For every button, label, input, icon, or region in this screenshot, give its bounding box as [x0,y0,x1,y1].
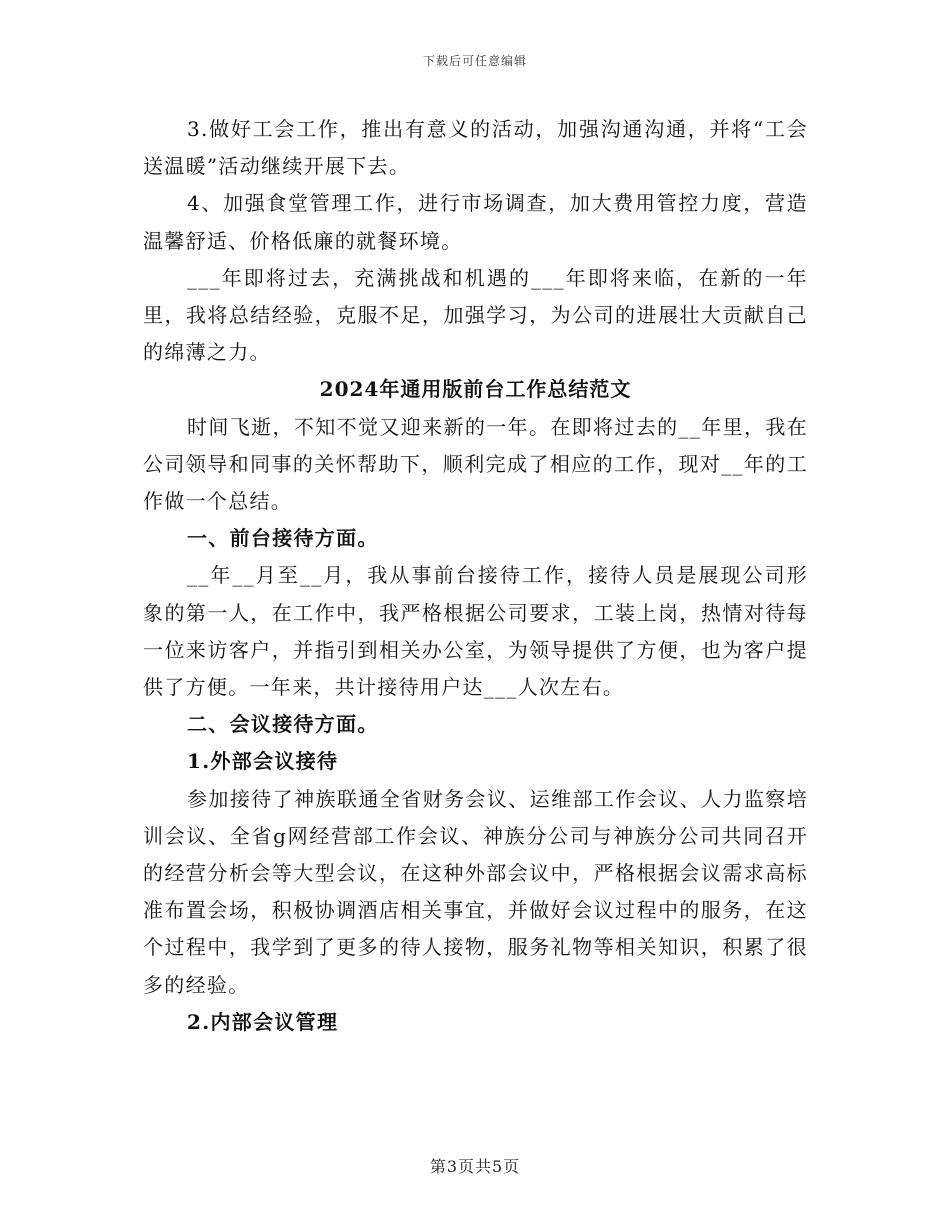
subheading-external-meetings: 1.外部会议接待 [187,749,339,774]
document-body [143,111,808,1041]
paragraph-year-closing: ___年即将过去，充满挑战和机遇的___年即将来临，在新的一年里，我将总结经验，克服不足，加强学习，为公司的进展壮大贡献自己的绵薄之力。 [143,265,808,365]
section-heading-meetings: 二、会议接待方面。 [187,712,379,737]
page-number: 第3页共5页 [429,1157,521,1176]
document-title: 2024年通用版前台工作总结范文 [319,377,632,402]
page-header-note: 下载后可任意编辑 [422,54,527,68]
section-heading-reception: 一、前台接待方面。 [187,526,379,551]
paragraph-canteen-management: 4、加强食堂管理工作，进行市场调查，加大费用管控力度，营造温馨舒适、价格低廉的就餐环境。 [143,191,808,253]
paragraph-introduction: 时间飞逝，不知不觉又迎来新的一年。在即将过去的__年里，我在公司领导和同事的关怀帮助下，顺利完成了相应的工作，现对__年的工作做一个总结。 [143,414,808,514]
paragraph-external-meetings: 参加接待了神族联通全省财务会议、运维部工作会议、人力监察培训会议、全省g网经营部工作会议、神族分公司与神族分公司共同召开的经营分析会等大型会议，在这种外部会议中，严格根据会议需求高标准布置会场，积极协调酒店相关事宜，并做好会议过程中的服务，在这个过程中，我学到了更多的待人接物，服务礼物等相关知识，积累了很多的经验。 [143,786,808,997]
paragraph-reception-work: __年__月至__月，我从事前台接待工作，接待人员是展现公司形象的第一人，在工作中，我严格根据公司要求，工装上岗，热情对待每一位来访客户，并指引到相关办公室，为领导提供了方便，也为客户提供了方便。一年来，共计接待用户达___人次左右。 [143,563,808,700]
subheading-internal-meetings: 2.内部会议管理 [187,1009,339,1034]
paragraph-union-work: 3.做好工会工作，推出有意义的活动，加强沟通沟通，并将“工会送温暖”活动继续开展下去。 [143,117,808,179]
